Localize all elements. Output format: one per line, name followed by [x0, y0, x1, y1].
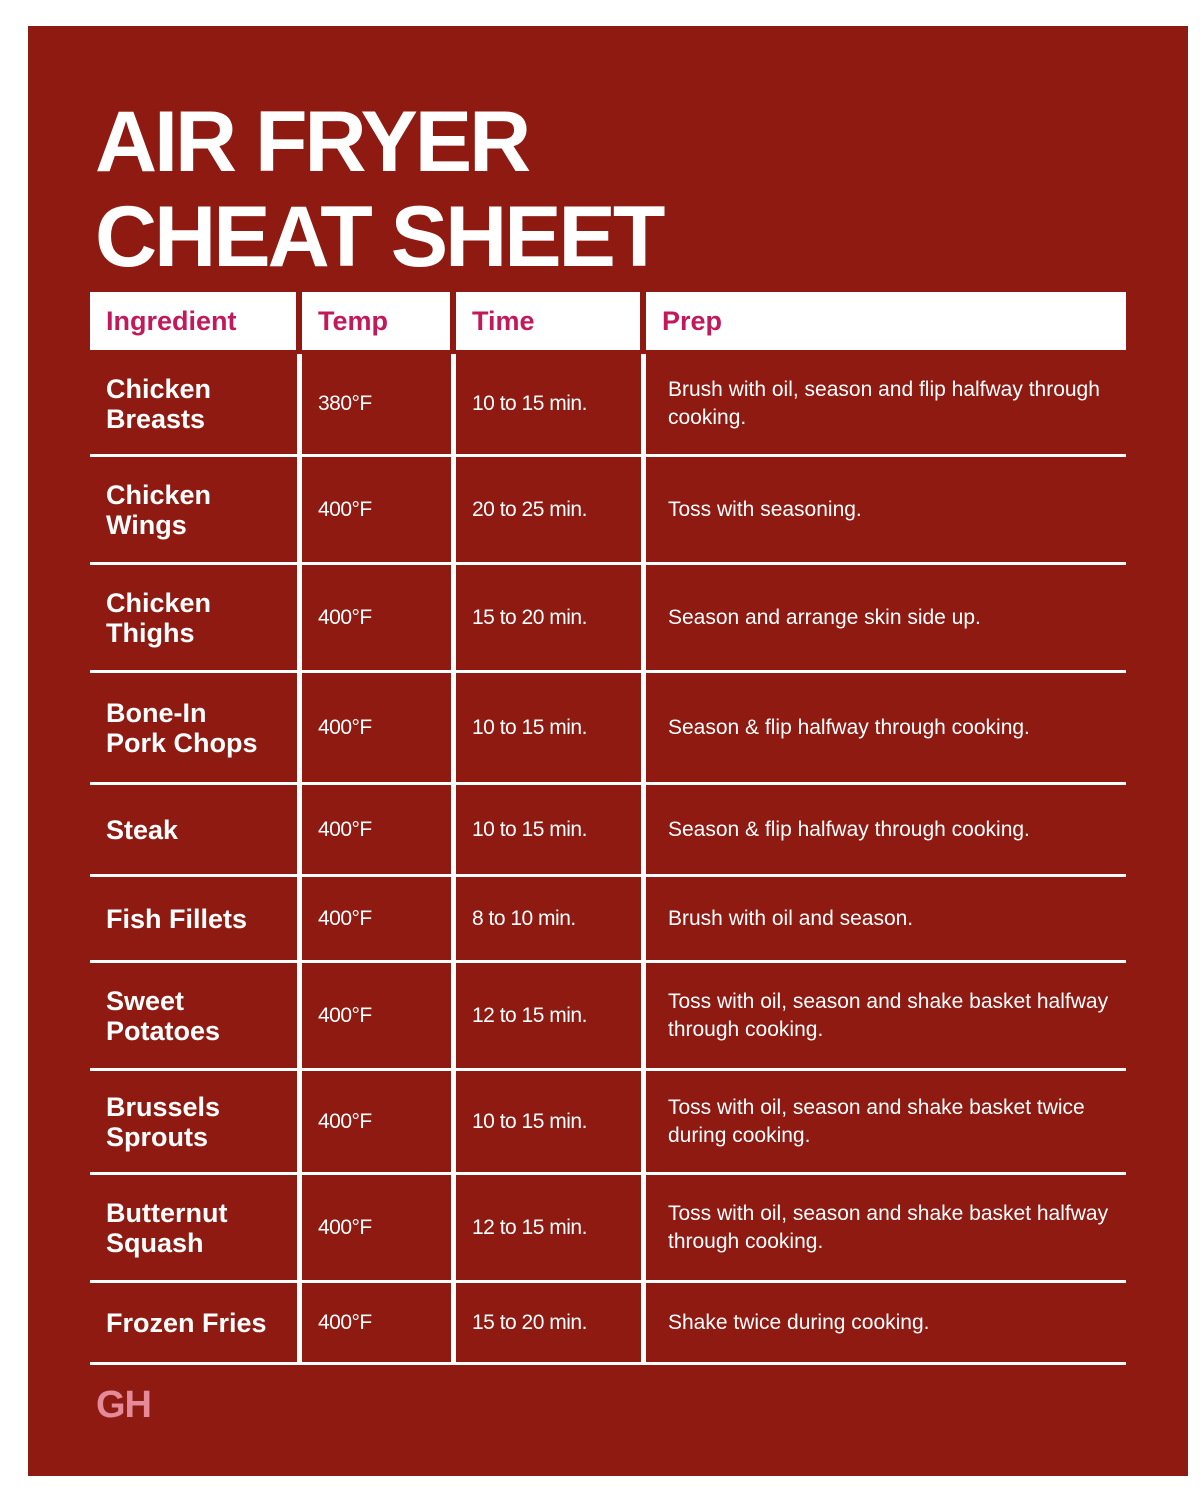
temp-cell: 400°F — [302, 1283, 456, 1365]
time-cell: 12 to 15 min. — [456, 963, 646, 1071]
temp-cell: 400°F — [302, 963, 456, 1071]
gh-logo: GH — [96, 1384, 151, 1426]
table-row — [90, 877, 1126, 963]
temp-cell: 400°F — [302, 673, 456, 785]
ingredient-cell: Chicken Thighs — [90, 565, 302, 673]
time-cell: 15 to 20 min. — [456, 1283, 646, 1365]
time-cell: 10 to 15 min. — [456, 354, 646, 457]
cooking-table — [90, 292, 1126, 1365]
ingredient-cell: Fish Fillets — [90, 877, 302, 963]
time-cell: 10 to 15 min. — [456, 785, 646, 877]
table-row — [90, 565, 1126, 673]
table-row — [90, 457, 1126, 565]
ingredient-cell: Butternut Squash — [90, 1175, 302, 1283]
temp-cell: 400°F — [302, 565, 456, 673]
temp-cell: 380°F — [302, 354, 456, 457]
temp-cell: 400°F — [302, 877, 456, 963]
table-row — [90, 1175, 1126, 1283]
prep-cell: Season & flip halfway through cooking. — [646, 785, 1126, 877]
temp-cell: 400°F — [302, 457, 456, 565]
prep-cell: Toss with oil, season and shake basket halfway through cooking. — [646, 963, 1126, 1071]
header-ingredient: Ingredient — [90, 292, 302, 354]
ingredient-cell: Brussels Sprouts — [90, 1071, 302, 1175]
time-cell: 12 to 15 min. — [456, 1175, 646, 1283]
prep-cell: Season & flip halfway through cooking. — [646, 673, 1126, 785]
prep-cell: Brush with oil, season and flip halfway through cooking. — [646, 354, 1126, 457]
time-cell: 8 to 10 min. — [456, 877, 646, 963]
table-row — [90, 963, 1126, 1071]
ingredient-cell: Frozen Fries — [90, 1283, 302, 1365]
header-time: Time — [456, 292, 646, 354]
temp-cell: 400°F — [302, 785, 456, 877]
time-cell: 15 to 20 min. — [456, 565, 646, 673]
prep-cell: Toss with oil, season and shake basket twice during cooking. — [646, 1071, 1126, 1175]
header-prep: Prep — [646, 292, 1126, 354]
header-temp: Temp — [302, 292, 456, 354]
time-cell: 20 to 25 min. — [456, 457, 646, 565]
time-cell: 10 to 15 min. — [456, 1071, 646, 1175]
title-line-1: AIR FRYER — [95, 94, 529, 190]
title-line-2: CHEAT SHEET — [95, 189, 663, 285]
time-cell: 10 to 15 min. — [456, 673, 646, 785]
ingredient-cell: Sweet Potatoes — [90, 963, 302, 1071]
ingredient-cell: Bone-In Pork Chops — [90, 673, 302, 785]
temp-cell: 400°F — [302, 1071, 456, 1175]
temp-cell: 400°F — [302, 1175, 456, 1283]
prep-cell: Brush with oil and season. — [646, 877, 1126, 963]
prep-cell: Shake twice during cooking. — [646, 1283, 1126, 1365]
ingredient-cell: Steak — [90, 785, 302, 877]
table-row — [90, 1071, 1126, 1175]
ingredient-cell: Chicken Breasts — [90, 354, 302, 457]
table-row — [90, 673, 1126, 785]
ingredient-cell: Chicken Wings — [90, 457, 302, 565]
prep-cell: Toss with oil, season and shake basket halfway through cooking. — [646, 1175, 1126, 1283]
table-header-row — [90, 292, 1126, 354]
prep-cell: Season and arrange skin side up. — [646, 565, 1126, 673]
table-row — [90, 1283, 1126, 1365]
table-row — [90, 785, 1126, 877]
table-row — [90, 354, 1126, 457]
page-title — [95, 95, 662, 285]
prep-cell: Toss with seasoning. — [646, 457, 1126, 565]
